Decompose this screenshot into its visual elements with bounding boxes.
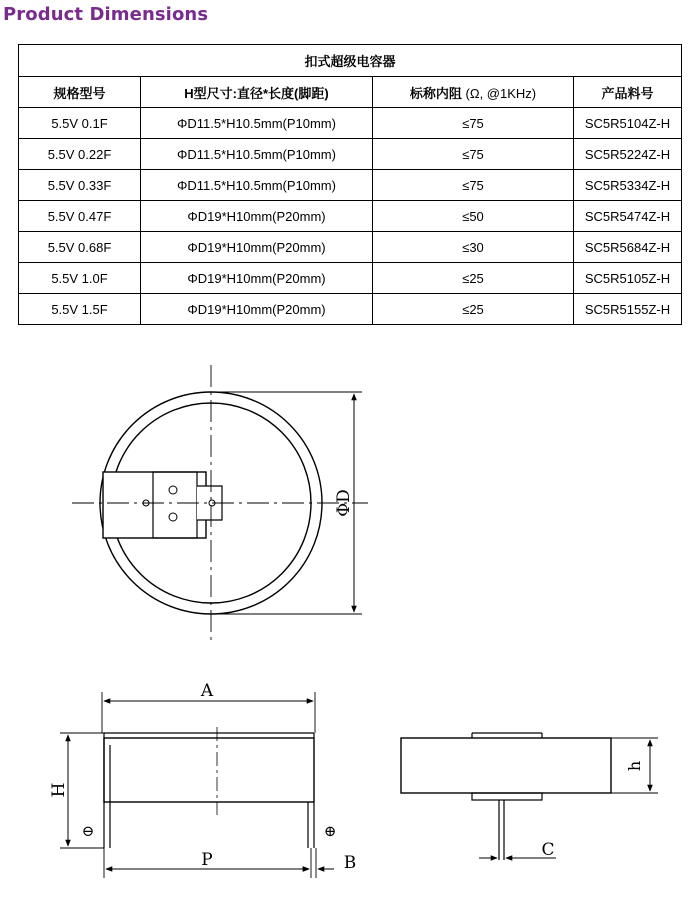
cell-resistance: ≤75: [373, 108, 574, 139]
cell-resistance: ≤75: [373, 170, 574, 201]
cell-model: 5.5V 0.1F: [19, 108, 141, 139]
side-view: [60, 692, 334, 878]
header-size: H型尺寸:直径*长度(脚距): [141, 77, 373, 108]
cell-size: ΦD11.5*H10.5mm(P10mm): [141, 170, 373, 201]
h-lower-label: h: [625, 760, 644, 772]
cell-model: 5.5V 0.47F: [19, 201, 141, 232]
page-heading: Product Dimensions: [3, 4, 209, 25]
lead-right: [308, 802, 314, 848]
cell-model: 5.5V 1.0F: [19, 263, 141, 294]
a-label: A: [200, 681, 214, 701]
cell-part: SC5R5684Z-H: [574, 232, 682, 263]
cell-model: 5.5V 0.68F: [19, 232, 141, 263]
header-resistance-note: (Ω, @1KHz): [461, 85, 537, 101]
c-label: C: [541, 840, 555, 860]
cell-resistance: ≤75: [373, 139, 574, 170]
front-view: [401, 733, 658, 860]
front-body: [401, 738, 611, 793]
cell-size: ΦD11.5*H10.5mm(P10mm): [141, 139, 373, 170]
cell-model: 5.5V 0.33F: [19, 170, 141, 201]
positive-terminal-symbol: ⊕: [323, 822, 337, 840]
lead-left: [104, 738, 110, 848]
cell-part: SC5R5104Z-H: [574, 108, 682, 139]
diameter-label: ΦD: [334, 489, 354, 517]
cell-resistance: ≤30: [373, 232, 574, 263]
side-body: [104, 738, 314, 802]
header-resistance-main: 标称内阻: [409, 85, 462, 101]
cell-part: SC5R5334Z-H: [574, 170, 682, 201]
cell-size: ΦD11.5*H10.5mm(P10mm): [141, 108, 373, 139]
table-title: 扣式超级电容器: [19, 45, 682, 77]
header-part: 产品料号: [574, 77, 682, 108]
cell-model: 5.5V 0.22F: [19, 139, 141, 170]
cell-size: ΦD19*H10mm(P20mm): [141, 201, 373, 232]
b-label: B: [343, 853, 357, 873]
cell-size: ΦD19*H10mm(P20mm): [141, 232, 373, 263]
cell-part: SC5R5224Z-H: [574, 139, 682, 170]
header-model: 规格型号: [19, 77, 141, 108]
cell-part: SC5R5474Z-H: [574, 201, 682, 232]
cell-resistance: ≤25: [373, 263, 574, 294]
p-label: P: [201, 850, 213, 870]
front-bottom-boss: [472, 793, 542, 800]
cell-size: ΦD19*H10mm(P20mm): [141, 294, 373, 325]
cell-part: SC5R5155Z-H: [574, 294, 682, 325]
cell-part: SC5R5105Z-H: [574, 263, 682, 294]
top-view: [72, 365, 368, 640]
cell-resistance: ≤50: [373, 201, 574, 232]
negative-terminal-symbol: ⊖: [81, 822, 95, 840]
terminal-tab-body: [103, 472, 206, 538]
h-upper-label: H: [49, 782, 69, 798]
cell-model: 5.5V 1.5F: [19, 294, 141, 325]
cell-size: ΦD19*H10mm(P20mm): [141, 263, 373, 294]
cell-resistance: ≤25: [373, 294, 574, 325]
